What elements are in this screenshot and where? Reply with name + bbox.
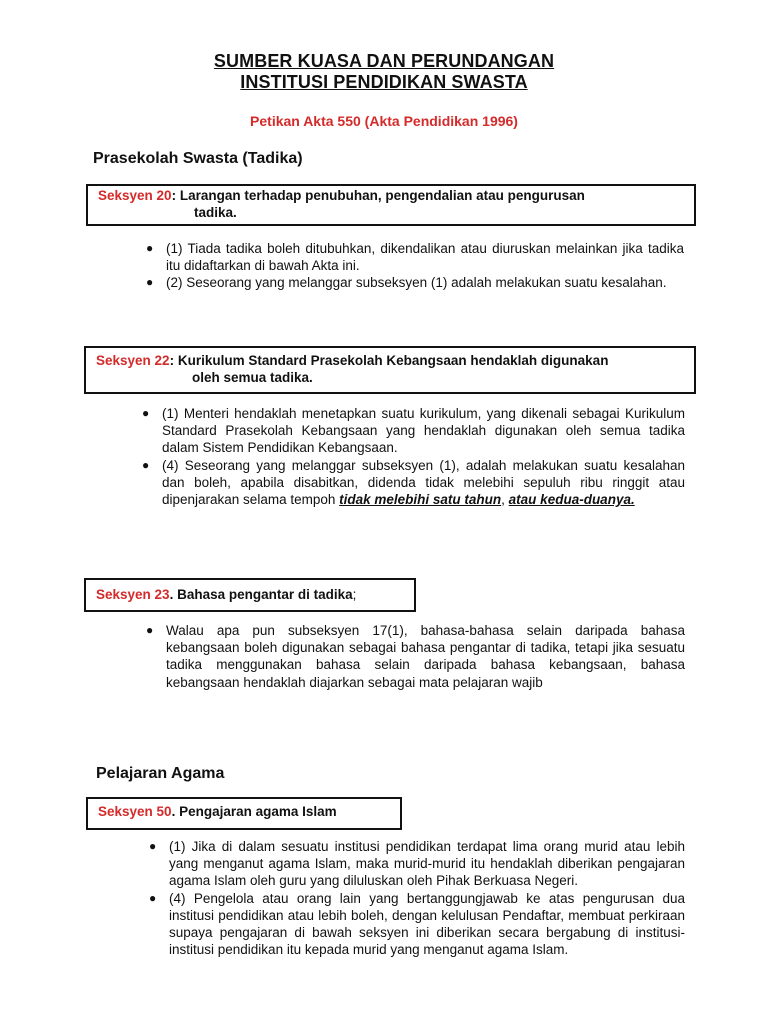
bullet-icon: ● <box>149 839 157 853</box>
list-item: ● (2) Seseorang yang melanggar subseksyen (1) adalah melakukan suatu kesalahan. <box>146 275 667 291</box>
document-title-line1: SUMBER KUASA DAN PERUNDANGAN <box>213 51 555 71</box>
seksyen-22-title-line1: Kurikulum Standard Prasekolah Kebangsaan hendaklah digunakan <box>177 353 609 368</box>
list-item: ● (1) Menteri hendaklah menetapkan suatu kurikulum, yang dikenali sebagai Kurikulum Standard Prasekolah Kebangsaan yang hendaklah digunakan oleh semua tadika dalam Sistem Pendidikan Kebangsaan. <box>142 406 685 456</box>
seksyen-23-number: Seksyen 23 <box>96 587 170 602</box>
emphasis-penalty: tidak melebihi satu tahun <box>339 492 502 508</box>
seksyen-50-points <box>149 838 685 958</box>
bullet-icon: ● <box>142 406 150 420</box>
seksyen-22-points <box>142 405 685 508</box>
document-title-line2: INSTITUSI PENDIDIKAN SWASTA <box>240 72 528 92</box>
seksyen-20-title-line2: tadika. <box>194 205 237 220</box>
seksyen-20-number: Seksyen 20 <box>98 188 172 203</box>
seksyen-22-box: Seksyen 22: Kurikulum Standard Prasekolah Kebangsaan hendaklah digunakan oleh semua tadika. <box>84 346 696 394</box>
bullet-icon: ● <box>149 890 157 905</box>
seksyen-20-points <box>146 240 684 292</box>
section-heading-prasekolah: Prasekolah Swasta (Tadika) <box>93 150 303 167</box>
seksyen-23-title: Bahasa pengantar di tadika <box>177 587 353 602</box>
bullet-icon: ● <box>146 241 154 255</box>
list-item: ● Walau apa pun subseksyen 17(1), bahasa-bahasa selain daripada bahasa kebangsaan boleh digunakan sebagai bahasa pengantar di tadika, tetapi jika sesuatu tadika menggunakan bahasa selain daripada bahasa kebangsaan, bahasa kebangsaan hendaklah diajarkan sebagai mata pelajaran wajib <box>146 623 685 690</box>
bullet-icon: ● <box>142 457 150 472</box>
bullet-icon: ● <box>146 275 154 290</box>
document-subtitle: Petikan Akta 550 (Akta Pendidikan 1996) <box>250 113 518 129</box>
seksyen-22-title-line2: oleh semua tadika. <box>192 370 313 385</box>
seksyen-50-number: Seksyen 50 <box>98 804 172 819</box>
seksyen-20-title-line1: Larangan terhadap penubuhan, pengendalian atau pengurusan <box>179 188 585 203</box>
seksyen-50-box: Seksyen 50. Pengajaran agama Islam <box>86 797 402 830</box>
list-item: ● (4) Seseorang yang melanggar subseksyen (1), adalah melakukan suatu kesalahan dan boleh, apabila disabitkan, didenda tidak melebihi sepuluh ribu ringgit atau dipenjarakan selama tempoh tidak melebihi satu tahun, atau kedua-duanya. <box>142 457 685 508</box>
list-item: ● (4) Pengelola atau orang lain yang bertanggungjawab ke atas pengurusan dua institusi pendidikan atau lebih boleh, dengan kelulusan Pendaftar, membuat perkiraan supaya pengajaran di bawah seksyen ini diberikan secara bergabung di institusi-institusi pendidikan itu kepada murid yang menganut agama Islam. <box>149 890 685 958</box>
emphasis-both: atau kedua-duanya. <box>508 492 635 508</box>
seksyen-23-points <box>146 622 685 691</box>
bullet-icon: ● <box>146 623 154 637</box>
seksyen-23-box: Seksyen 23. Bahasa pengantar di tadika; <box>84 578 416 612</box>
seksyen-50-title: Pengajaran agama Islam <box>179 804 337 819</box>
seksyen-20-box: Seksyen 20: Larangan terhadap penubuhan, pengendalian atau pengurusan tadika. <box>86 184 696 226</box>
list-item: ● (1) Jika di dalam sesuatu institusi pendidikan terdapat lima orang murid atau lebih yang menganut agama Islam, maka murid-murid itu hendaklah diberikan pengajaran agama Islam oleh guru yang diluluskan oleh Pihak Berkuasa Negeri. <box>149 839 685 889</box>
list-item: ● (1) Tiada tadika boleh ditubuhkan, dikendalikan atau diuruskan melainkan jika tadika itu didaftarkan di bawah Akta ini. <box>146 241 684 274</box>
seksyen-22-number: Seksyen 22 <box>96 353 170 368</box>
section-heading-pelajaran-agama: Pelajaran Agama <box>96 765 225 782</box>
